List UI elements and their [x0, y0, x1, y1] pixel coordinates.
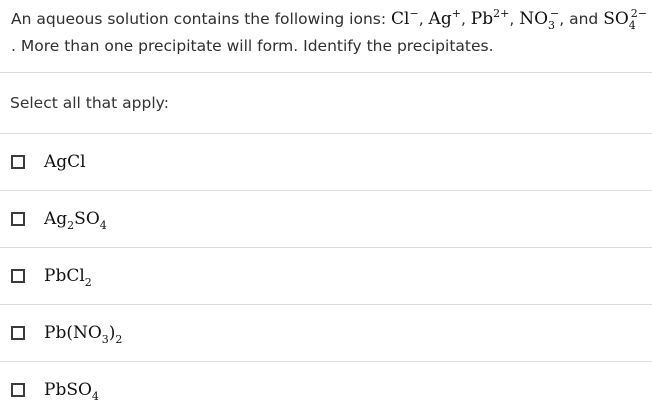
checkbox[interactable] [11, 212, 25, 226]
ion-lead-symbol: Pb [470, 9, 494, 29]
formula-text: PbCl [44, 266, 85, 286]
option-label [44, 209, 107, 232]
checkbox[interactable] [11, 269, 25, 283]
ion-chloride [391, 9, 419, 29]
ion-nitrate [519, 7, 560, 32]
ion-sulfate-charge: 2− [630, 7, 647, 21]
option-label [44, 323, 123, 346]
option-pbno32[interactable] [0, 305, 652, 361]
option-ag2so4[interactable] [0, 191, 652, 247]
ion-nitrate-symbol: NO [519, 9, 549, 29]
option-agcl[interactable] [0, 134, 652, 190]
formula-text: Ag [44, 209, 68, 229]
option-pbso4[interactable] [0, 362, 652, 418]
formula-subscript: 2 [84, 275, 92, 289]
separator: , [509, 10, 520, 28]
ion-nitrate-charge: − [550, 7, 560, 21]
checkbox[interactable] [11, 326, 25, 340]
formula-text: AgCl [44, 152, 86, 172]
ion-silver [429, 9, 461, 29]
formula-subscript: 4 [99, 218, 107, 232]
ion-sulfate [603, 7, 647, 32]
divider [0, 72, 652, 73]
formula-text: SO [74, 209, 100, 229]
formula-subscript: 2 [67, 218, 75, 232]
ion-sulfate-symbol: SO [603, 9, 629, 29]
question-intro: An aqueous solution contains the following ions: [11, 10, 392, 28]
checkbox[interactable] [11, 155, 25, 169]
option-pbcl2[interactable] [0, 248, 652, 304]
checkbox[interactable] [11, 383, 25, 397]
option-label [44, 380, 99, 403]
ion-sulfate-subscript: 4 [628, 18, 636, 32]
ion-lead-charge: 2+ [493, 7, 510, 21]
separator: , and [559, 10, 604, 28]
separator: , [418, 10, 429, 28]
ion-nitrate-subscript: 3 [548, 18, 556, 32]
ion-silver-symbol: Ag [428, 9, 452, 29]
option-label [44, 266, 92, 289]
option-label [44, 152, 86, 172]
ion-lead [471, 9, 510, 29]
instruction-label: Select all that apply: [10, 94, 169, 112]
formula-subscript: 3 [101, 332, 109, 346]
separator: , [460, 10, 471, 28]
formula-subscript: 4 [91, 389, 99, 403]
question-outro: . More than one precipitate will form. Identify the precipitates. [11, 37, 494, 55]
ion-chloride-symbol: Cl [391, 9, 410, 29]
formula-subscript: 2 [115, 332, 123, 346]
formula-text: Pb(NO [44, 323, 102, 343]
ion-silver-charge: + [451, 7, 461, 21]
question-text [11, 6, 649, 60]
formula-text: ) [108, 323, 116, 343]
ion-chloride-charge: − [409, 7, 419, 21]
formula-text: PbSO [44, 380, 92, 400]
